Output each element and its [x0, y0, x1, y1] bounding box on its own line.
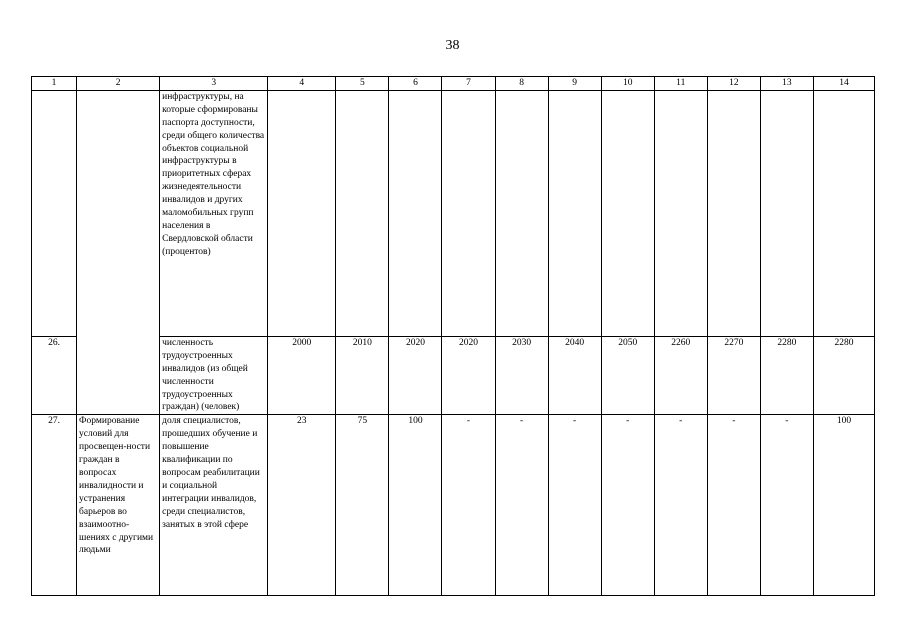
header-cell: 13 — [760, 77, 813, 91]
indicators-table — [31, 76, 875, 596]
page-number: 38 — [445, 38, 460, 53]
goal-cell: Формирование условий для просвещен-ности граждан в вопросах инвалидности и устранения барьеров во взаимоотно-шениях с другими людьми — [77, 415, 160, 596]
value-cell — [495, 90, 548, 336]
value-cell: 2040 — [548, 336, 601, 414]
indicator-cell: численность трудоустроенных инвалидов (из общей численности трудоустроенных граждан) (человек) — [160, 336, 268, 414]
value-cell — [601, 90, 654, 336]
header-cell: 14 — [813, 77, 874, 91]
row-number: 26. — [32, 336, 77, 414]
indicator-cell: инфраструктуры, на которые сформированы паспорта доступности, среди общего количества объектов социальной инфраструктуры в приоритетных сферах жизнедеятельности инвалидов и других маломобильных групп населения в Свердловской области (процентов) — [160, 90, 268, 336]
value-cell: 2280 — [813, 336, 874, 414]
indicator-cell: доля специалистов, прошедших обучение и повышение квалификации по вопросам реабилитации и социальной интеграции инвалидов, среди специалистов, занятых в этой сфере — [160, 415, 268, 596]
value-cell — [654, 90, 707, 336]
value-cell: 2260 — [654, 336, 707, 414]
value-cell: 100 — [389, 415, 442, 596]
row-number: 27. — [32, 415, 77, 596]
header-cell: 9 — [548, 77, 601, 91]
header-row — [32, 77, 875, 91]
header-cell: 7 — [442, 77, 495, 91]
value-cell — [760, 90, 813, 336]
header-cell: 6 — [389, 77, 442, 91]
table-row — [32, 90, 875, 336]
value-cell: - — [654, 415, 707, 596]
value-cell: 2010 — [336, 336, 389, 414]
header-cell: 1 — [32, 77, 77, 91]
goal-cell — [77, 90, 160, 414]
header-cell: 5 — [336, 77, 389, 91]
value-cell: - — [760, 415, 813, 596]
header-cell: 8 — [495, 77, 548, 91]
value-cell: - — [601, 415, 654, 596]
table-row — [32, 415, 875, 596]
row-number — [32, 90, 77, 336]
header-cell: 11 — [654, 77, 707, 91]
header-cell: 3 — [160, 77, 268, 91]
value-cell: 2020 — [389, 336, 442, 414]
value-cell — [548, 90, 601, 336]
value-cell: 23 — [268, 415, 336, 596]
value-cell: - — [548, 415, 601, 596]
value-cell — [389, 90, 442, 336]
header-cell: 2 — [77, 77, 160, 91]
value-cell — [707, 90, 760, 336]
header-cell: 4 — [268, 77, 336, 91]
value-cell: - — [707, 415, 760, 596]
value-cell: - — [495, 415, 548, 596]
value-cell: 2280 — [760, 336, 813, 414]
value-cell: 75 — [336, 415, 389, 596]
value-cell: 100 — [813, 415, 874, 596]
header-cell: 12 — [707, 77, 760, 91]
value-cell: 2270 — [707, 336, 760, 414]
value-cell: - — [442, 415, 495, 596]
header-cell: 10 — [601, 77, 654, 91]
value-cell: 2000 — [268, 336, 336, 414]
value-cell — [813, 90, 874, 336]
value-cell — [442, 90, 495, 336]
value-cell — [336, 90, 389, 336]
value-cell: 2050 — [601, 336, 654, 414]
value-cell: 2020 — [442, 336, 495, 414]
value-cell: 2030 — [495, 336, 548, 414]
value-cell — [268, 90, 336, 336]
